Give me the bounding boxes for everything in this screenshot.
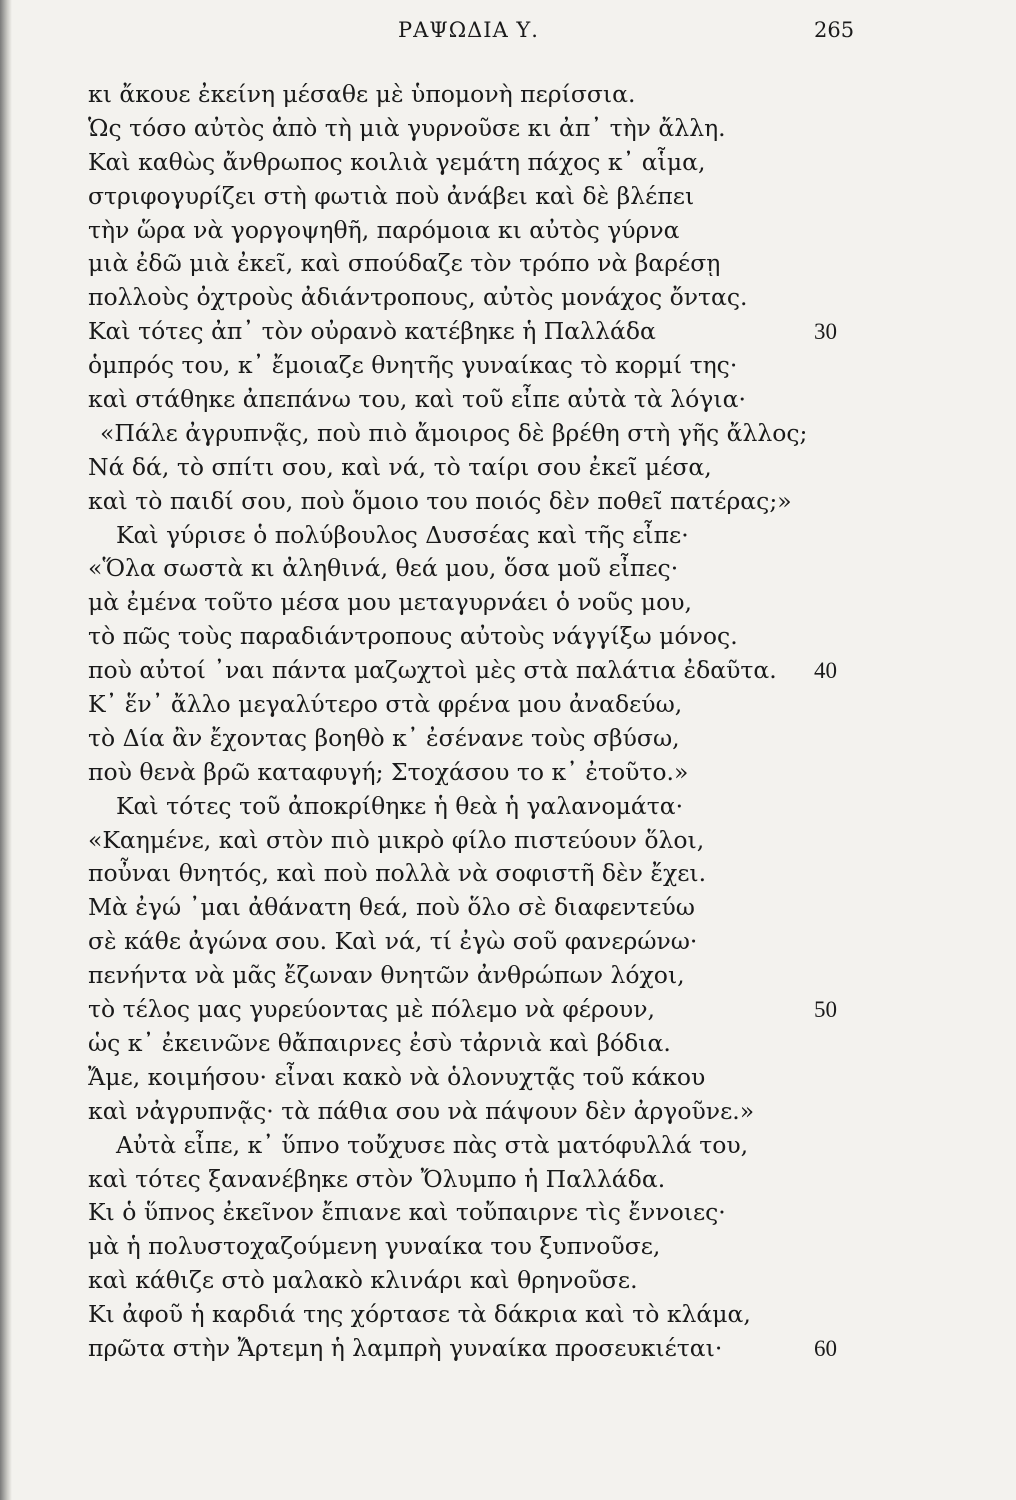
verse-line-text: πρῶτα στὴν Ἄρτεμη ἡ λαμπρὴ γυναίκα προσευκιέται· (88, 1333, 723, 1362)
verse-line-text: σὲ κάθε ἀγώνα σου. Καὶ νά, τί ἐγὼ σοῦ φανερώνω· (88, 927, 698, 956)
verse-line (0, 451, 1016, 485)
verse-line (0, 281, 1016, 315)
verse-line (0, 78, 1016, 112)
verse-line-text: «Καημένε, καὶ στὸν πιὸ μικρὸ φίλο πιστεύουν ὅλοι, (88, 825, 705, 854)
verse-line-text: καὶ κάθιζε στὸ μαλακὸ κλινάρι καὶ θρηνοῦσε. (88, 1266, 638, 1295)
verse-line (0, 586, 1016, 620)
verse-line-text: καὶ τότες ξανανέβηκε στὸν Ὄλυμπο ἡ Παλλάδα. (88, 1164, 666, 1193)
verse-line (0, 214, 1016, 248)
verse-line (0, 417, 1016, 451)
verse-line-text: μὰ ἡ πολυστοχαζούμενη γυναίκα του ξυπνοῦσε, (88, 1232, 661, 1261)
verse-line (0, 519, 1016, 553)
verse-line (0, 485, 1016, 519)
verse-line-text: «Ὅλα σωστὰ κι ἀληθινά, θεά μου, ὅσα μοῦ εἶπες· (88, 554, 679, 583)
verse-line-text: Κ᾿ ἕν᾿ ἄλλο μεγαλύτερο στὰ φρένα μου ἀναδεύω, (88, 690, 683, 719)
verse-line-text: τὴν ὥρα νὰ γοργοψηθῆ, παρόμοια κι αὐτὸς γύρνα (88, 215, 680, 244)
verse-line-text: Αὐτὰ εἶπε, κ᾿ ὕπνο τοὔχυσε πὰς στὰ ματόφυλλά του, (116, 1130, 749, 1159)
verse-line (0, 180, 1016, 214)
verse-line (0, 1163, 1016, 1197)
line-number: 40 (814, 658, 837, 684)
verse-line (0, 1264, 1016, 1298)
verse-line (0, 383, 1016, 417)
verse-line-text: πολλοὺς ὀχτροὺς ἀδιάντροπους, αὐτὸς μονάχος ὄντας. (88, 283, 748, 312)
verse-line-text: Νά δά, τὸ σπίτι σου, καὶ νά, τὸ ταίρι σου ἐκεῖ μέσα, (88, 452, 712, 481)
verse-line-text: «Πάλε ἀγρυπνᾷς, ποὺ πιὸ ἄμοιρος δὲ βρέθη στὴ γῆς ἄλλος; (100, 418, 808, 447)
verse-line (0, 824, 1016, 858)
verse-text (0, 78, 1016, 1366)
verse-line-text: ποὖναι θνητός, καὶ ποὺ πολλὰ νὰ σοφιστῆ δὲν ἔχει. (88, 859, 707, 888)
verse-line (0, 146, 1016, 180)
running-head: ΡΑΨΩΔΙΑ Υ. (398, 18, 539, 42)
verse-line (0, 315, 1016, 349)
verse-line-text: Ἄμε, κοιμήσου· εἶναι κακὸ νὰ ὁλονυχτᾷς τοῦ κάκου (88, 1062, 706, 1091)
verse-line (0, 722, 1016, 756)
verse-line-text: μὰ ἐμένα τοῦτο μέσα μου μεταγυρνάει ὁ νοῦς μου, (88, 588, 692, 617)
verse-line (0, 552, 1016, 586)
page-number: 265 (814, 18, 855, 42)
verse-line-text: καὶ νἀγρυπνᾷς· τὰ πάθια σου νὰ πάψουν δὲν ἀργοῦνε.» (88, 1096, 755, 1125)
verse-line-text: Καὶ γύρισε ὁ πολύβουλος Δυσσέας καὶ τῆς εἶπε· (116, 520, 689, 549)
verse-line-text: κι ἄκουε ἐκείνη μέσαθε μὲ ὑπομονὴ περίσσια. (88, 80, 636, 108)
verse-line-text: τὸ Δία ἂν ἔχοντας βοηθὸ κ᾿ ἐσένανε τοὺς σβύσω, (88, 723, 680, 752)
verse-line-text: ὁμπρός του, κ᾿ ἔμοιαζε θνητῆς γυναίκας τὸ κορμί της· (88, 351, 738, 380)
verse-line (0, 756, 1016, 790)
verse-line-text: Κι ἀφοῦ ἡ καρδιά της χόρτασε τὰ δάκρια καὶ τὸ κλάμα, (88, 1300, 751, 1329)
verse-line-text: καὶ τὸ παιδί σου, ποὺ ὅμοιο του ποιός δὲν ποθεῖ πατέρας;» (88, 486, 792, 515)
verse-line (0, 247, 1016, 281)
line-number: 50 (814, 997, 837, 1023)
verse-line (0, 891, 1016, 925)
verse-line (0, 688, 1016, 722)
verse-line (0, 1332, 1016, 1366)
verse-line-text: ποὺ αὐτοί ᾿ναι πάντα μαζωχτοὶ μὲς στὰ παλάτια ἐδαῦτα. (88, 656, 777, 685)
verse-line-text: πενήντα νὰ μᾶς ἔζωναν θνητῶν ἀνθρώπων λόχοι, (88, 961, 685, 990)
verse-line-text: Μὰ ἐγώ ᾿μαι ἀθάνατη θεά, ποὺ ὅλο σὲ διαφεντεύω (88, 893, 695, 922)
page-header (0, 18, 1016, 48)
verse-line-text: Ὡς τόσο αὐτὸς ἀπὸ τὴ μιὰ γυρνοῦσε κι ἀπ᾿ τὴν ἄλλη. (88, 113, 726, 142)
verse-line-text: τὸ πῶς τοὺς παραδιάντροπους αὐτοὺς νάγγίξω μόνος. (88, 622, 738, 651)
verse-line-text: Κι ὁ ὕπνος ἐκεῖνον ἔπιανε καὶ τοὔπαιρνε τὶς ἔννοιες· (88, 1198, 726, 1227)
verse-line (0, 1027, 1016, 1061)
verse-line (0, 925, 1016, 959)
line-number: 30 (814, 319, 837, 345)
verse-line (0, 620, 1016, 654)
verse-line (0, 959, 1016, 993)
verse-line-text: Καὶ τότες ἀπ᾿ τὸν οὐρανὸ κατέβηκε ἡ Παλλάδα (88, 317, 656, 346)
verse-line-text: Καὶ καθὼς ἄνθρωπος κοιλιὰ γεμάτη πάχος κ᾿ αἷμα, (88, 147, 706, 176)
verse-line (0, 790, 1016, 824)
verse-line-text: μιὰ ἐδῶ μιὰ ἐκεῖ, καὶ σπούδαζε τὸν τρόπο νὰ βαρέσῃ (88, 249, 721, 278)
verse-line-text: ὡς κ᾿ ἐκεινῶνε θἄπαιρνες ἐσὺ τἀρνιὰ καὶ βόδια. (88, 1028, 671, 1057)
line-number: 60 (814, 1335, 837, 1361)
verse-line (0, 1230, 1016, 1264)
verse-line-text: τὸ τέλος μας γυρεύοντας μὲ πόλεμο νὰ φέρουν, (88, 995, 655, 1024)
verse-line (0, 1061, 1016, 1095)
verse-line (0, 993, 1016, 1027)
verse-line (0, 1196, 1016, 1230)
verse-line-text: στριφογυρίζει στὴ φωτιὰ ποὺ ἀνάβει καὶ δὲ βλέπει (88, 181, 695, 210)
verse-line-text: Καὶ τότες τοῦ ἀποκρίθηκε ἡ θεὰ ἡ γαλανομάτα· (116, 791, 684, 820)
verse-line (0, 349, 1016, 383)
verse-line (0, 112, 1016, 146)
verse-line (0, 1129, 1016, 1163)
verse-line-text: καὶ στάθηκε ἀπεπάνω του, καὶ τοῦ εἶπε αὐτὰ τὰ λόγια· (88, 385, 746, 414)
verse-line (0, 654, 1016, 688)
verse-line-text: ποὺ θενὰ βρῶ καταφυγή; Στοχάσου το κ᾿ ἐτοῦτο.» (88, 757, 689, 786)
verse-line (0, 1095, 1016, 1129)
verse-line (0, 857, 1016, 891)
verse-line (0, 1298, 1016, 1332)
